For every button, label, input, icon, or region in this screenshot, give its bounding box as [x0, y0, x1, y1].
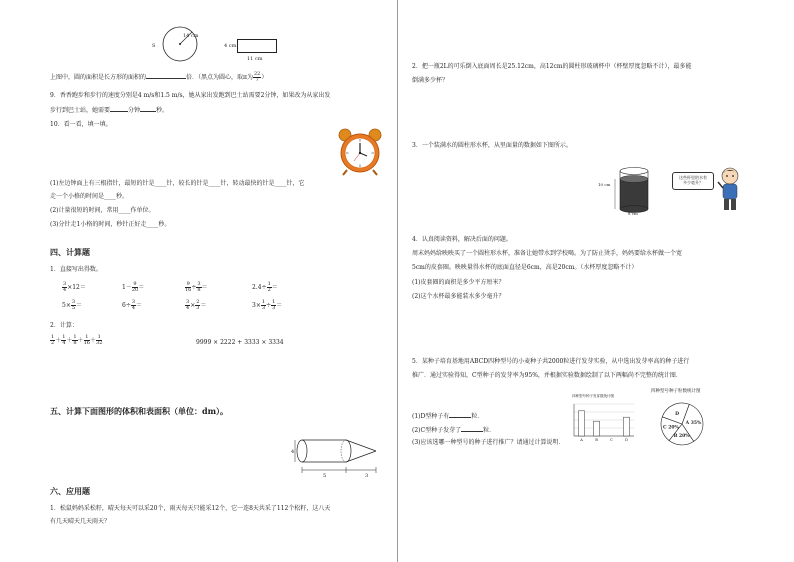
calc-item: 3× $\frac{1}{3}$ ÷ $\frac{1}{3}$ ＝: [252, 299, 283, 311]
bar-chart-title: 四种型号种子发芽数统计图: [572, 394, 614, 398]
calc-q1-title: 1．直接写出得数。: [50, 266, 102, 273]
bar-category-label: B: [595, 438, 598, 442]
figure-width1-label: 5: [323, 473, 327, 479]
q9-line1: 9．香香跑步和步行的速度分别是4 m/s和1.5 m/s，她从家出发跑到巴士站需要2分钟，如果改为从家出发: [50, 92, 331, 99]
calc-item: $\frac{3}{4}$ × $\frac{2}{3}$ ＝: [186, 299, 207, 311]
circle-figure: [152, 24, 212, 68]
circle-radius-label: 14 cm: [183, 33, 199, 39]
q10-title: 10．看一看，填一填。: [50, 121, 112, 128]
calc-item: $\frac{9}{16}$ ÷ $\frac{3}{8}$ ＝: [185, 281, 208, 293]
q5-line2: 推广．通过实验得知，C型种子的发芽率为95%，并根据实验数据绘制了以下两幅尚不完整的统计图．: [412, 372, 682, 379]
rectangle-figure: [237, 39, 277, 53]
q2-line2: 倒满多少杯？: [412, 77, 449, 84]
calc-item: $\frac{3}{4}$ ×12＝: [63, 281, 86, 293]
figure-width2-label: 3: [365, 473, 369, 479]
speech-bubble: 这些杯里的水有 多少毫升？: [672, 172, 714, 190]
water-cup-figure: [604, 163, 660, 217]
q5-sub2: (2)C型种子发芽了 粒．: [412, 427, 496, 434]
q5-line1: 5．某种子培育基地用ABCD四种型号的小麦种子共2000粒进行发芽实验，从中选出发芽率高的种子进行: [412, 358, 690, 365]
pie-chart-title: 四种型号种子粒数统计图: [651, 389, 701, 394]
app-q1-line2: 有几天晴天几天雨天？: [50, 518, 111, 525]
rectangle-width-label: 11 cm: [247, 56, 263, 62]
calc-expression-1: $\frac{1}{2}$ ＋ $\frac{1}{4}$ ＋ $\frac{1}{8}$ ＋ $\frac{1}{16}$ ＋ $\frac{1}{32}$: [51, 334, 103, 346]
child-figure-icon: [716, 166, 744, 214]
q2-line1: 2．把一瓶2L的可乐倒入底面周长是25.12cm，高12cm的圆柱形玻璃杯中（杯壁厚度忽略不计），最多能: [412, 63, 692, 70]
calc-item: 6÷ $\frac{3}{4}$ ＝: [122, 299, 143, 311]
q10-line2: 走一个小格的时间是____秒。: [50, 193, 129, 200]
calc-q2-title: 2．计算：: [50, 322, 78, 329]
calc-item: 5× $\frac{3}{5}$ ＝: [62, 299, 83, 311]
bar: [594, 421, 600, 436]
q5-sub1: (1)D型种子有 粒．: [412, 413, 484, 420]
pie-slice-label: B 20%: [673, 434, 690, 440]
q10-line3: (2)计量很短的时间，常用____作单位。: [50, 207, 155, 214]
q4-line3: 5cm的皮套圈。映映量得水杯的底面直径是6cm，高是20cm。（水杯厚度忽略不计）: [412, 264, 638, 271]
q5-sub3: (3)应该选哪一种型号的种子进行推广？请通过计算说明．: [412, 439, 565, 446]
page-fold-line: [397, 0, 398, 562]
cylinder-cone-figure: [288, 432, 383, 482]
rectangle-height-label: 4 cm: [224, 43, 237, 49]
alarm-clock-icon: [335, 128, 385, 176]
circle-s-label: S: [152, 43, 156, 49]
section-5-title: 五、计算下面图形的体积和表面积（单位：dm）。: [50, 406, 229, 416]
bar-category-label: D: [625, 438, 628, 442]
q9-line2: 步行到巴士站，她需要 分钟 秒。: [50, 107, 169, 114]
section-6-title: 六、应用题: [50, 486, 90, 496]
q4-sub1: (1)皮套圈的面积是多少平方厘米？: [412, 279, 505, 286]
bar: [624, 417, 630, 436]
app-q1-line1: 1．松鼠妈妈采松籽，晴天每天可以采20个，雨天每天只能采12个，它一连8天共采了112个松籽，这八天: [50, 505, 331, 512]
pie-slice-label: C 20%: [663, 425, 679, 431]
q10-line4: (3)分针走1小格的时间，秒针正好走____秒。: [50, 221, 171, 228]
q10-line1: (1)左边钟面上有三根指针，最短的针是____针，较长的针是____针，转动最快的针是____针，它: [50, 180, 305, 187]
pie-slice-label: A 35%: [685, 421, 702, 427]
figure-height-label: 4: [291, 449, 295, 455]
bar: [579, 411, 585, 436]
bar-category-label: A: [580, 438, 583, 442]
cup-height-label: 10 cm: [598, 182, 611, 187]
pie-slice-label: D: [675, 412, 680, 418]
q4-line2: 周末妈妈给映映买了一个圆柱形水杯，准备让她带水到学校喝。为了防止烫手，妈妈要给水杯做一个宽: [412, 250, 683, 257]
cup-diameter-label: 8 cm: [628, 211, 638, 216]
q4-sub2: (2)这个水杯最多能装水多少毫升？: [412, 293, 505, 300]
bar-chart: [562, 398, 642, 444]
calc-item: 2.4÷ $\frac{1}{2}$ ＝: [252, 281, 278, 293]
section-4-title: 四、计算题: [50, 247, 90, 257]
q3-line1: 3．一个装满水的圆柱形水杯，从里面量的数据如下图所示。: [412, 142, 572, 149]
q8-text: 上图中，圆的面积是长方形的面积的 倍．（黑点为圆心，取π为 $\frac{22}{7}$ ）: [50, 71, 268, 83]
calc-item: 1－ $\frac{9}{20}$ ＝: [122, 281, 145, 293]
bar-category-label: C: [610, 438, 613, 442]
q4-line1: 4．认真阅读资料，解决后面的问题。: [412, 236, 512, 243]
calc-expression-2: 9999 × 2222 + 3333 × 3334: [196, 339, 284, 346]
pie-chart: [658, 400, 714, 448]
